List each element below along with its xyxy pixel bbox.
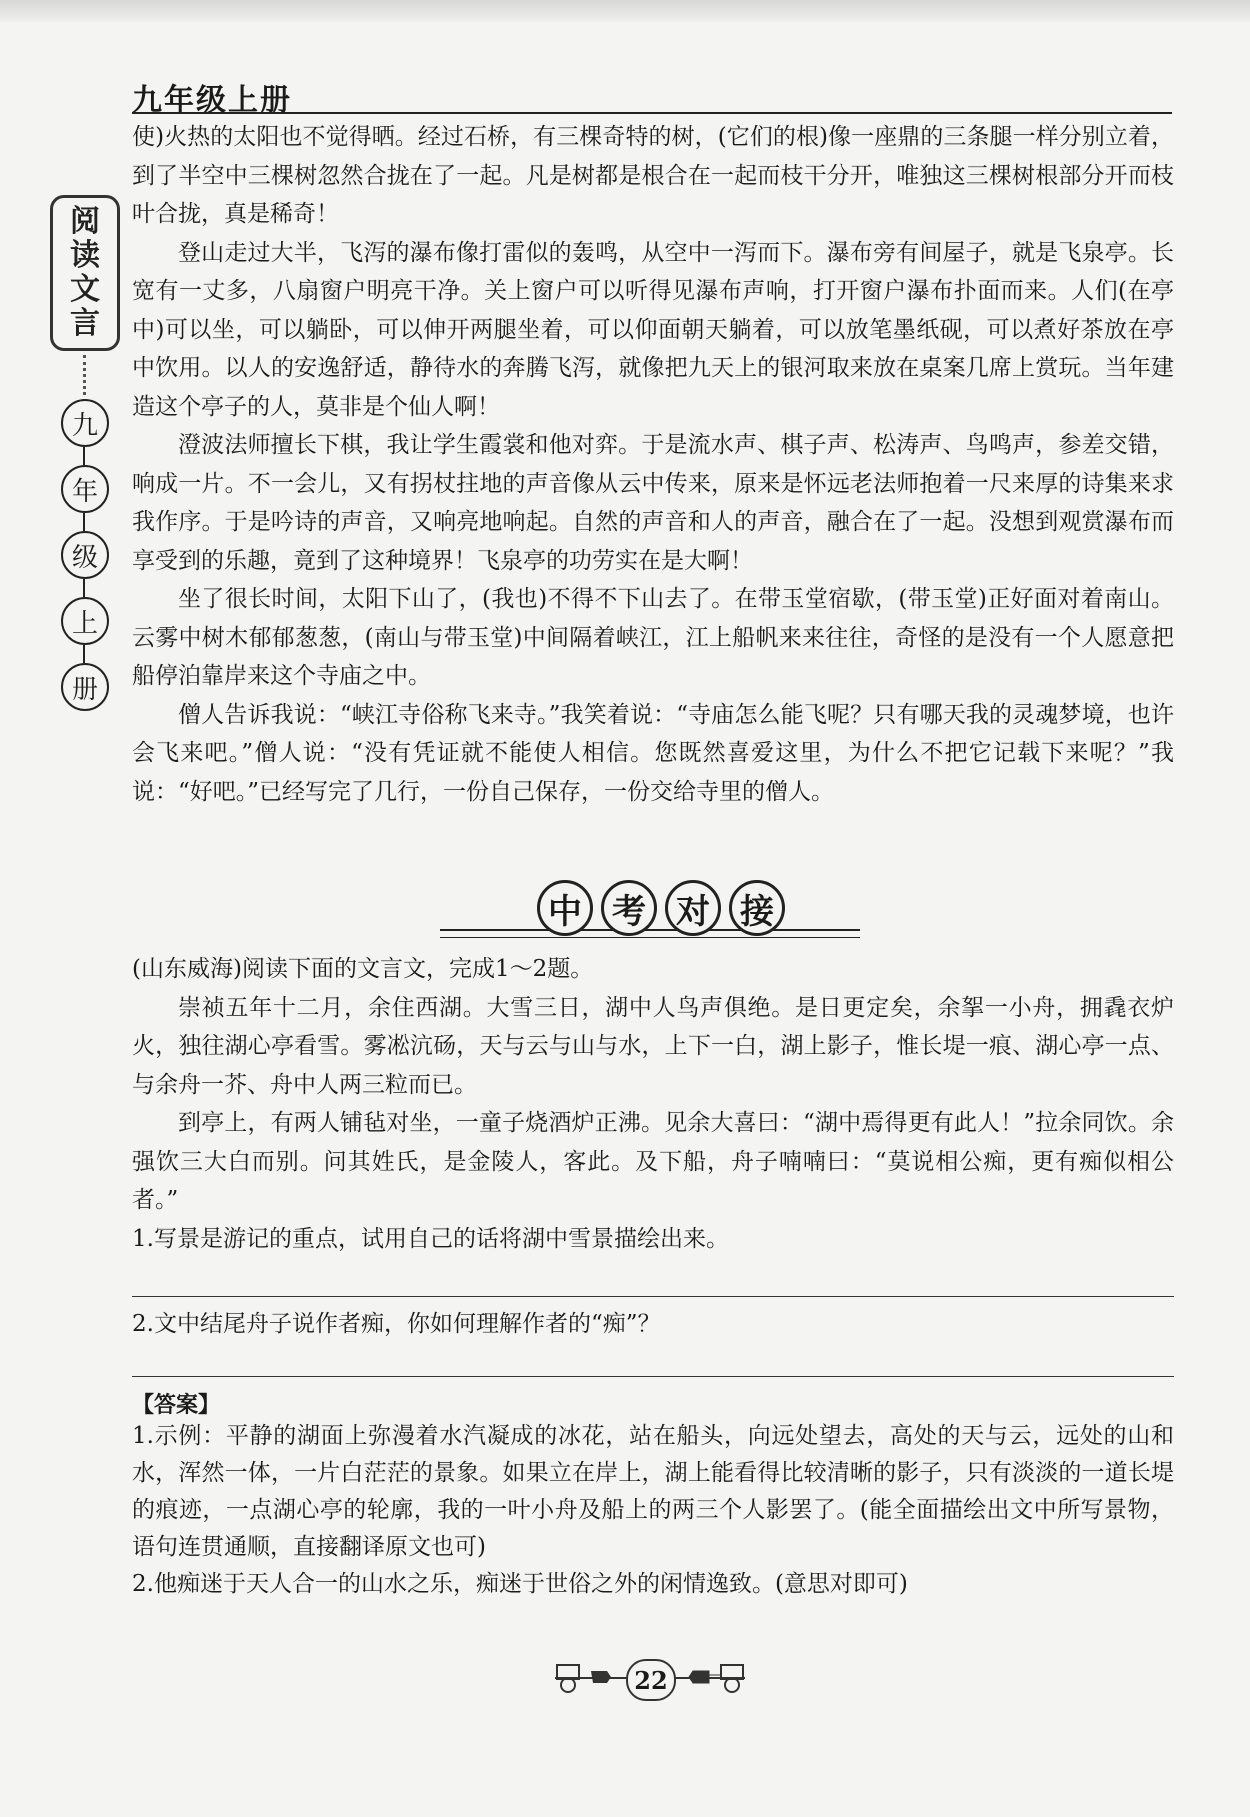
grade-char: 册 bbox=[61, 663, 109, 711]
answer-item: 1.示例：平静的湖面上弥漫着水汽凝成的冰花，站在船头，向远处望去，高处的天与云，远处的山和水，浑然一体，一片白茫茫的景象。如果立在岸上，湖上能看得比较清晰的影子，只有淡淡的一道长堤的痕迹，一点湖心亭的轮廓，我的一叶小舟及船上的两三个人影罢了。(能全面描绘出文中所写景物，语句连贯通顺，直接翻译原文也可) bbox=[132, 1423, 1174, 1560]
sidebar bbox=[50, 195, 122, 711]
banner-char: 考 bbox=[601, 880, 657, 936]
answer-title: 【答案】 bbox=[132, 1393, 221, 1418]
page-top-band bbox=[0, 0, 1250, 22]
seal-char: 阅 bbox=[70, 204, 100, 239]
header-rule bbox=[132, 112, 1172, 114]
question-1: 1.写景是游记的重点，试用自己的话将湖中雪景描绘出来。 bbox=[132, 1225, 729, 1252]
question-2-block bbox=[132, 1305, 1174, 1344]
section-banner bbox=[440, 880, 860, 960]
banner-char: 接 bbox=[729, 880, 785, 936]
question-2: 2.文中结尾舟子说作者痴，你如何理解作者的“痴”？ bbox=[132, 1311, 661, 1337]
grade-char: 上 bbox=[61, 597, 109, 645]
horse-cart-icon bbox=[687, 1661, 745, 1693]
banner-rule bbox=[440, 937, 860, 938]
answer-item: 2.他痴迷于天人合一的山水之乐，痴迷于世俗之外的闲情逸致。(意思对即可) bbox=[132, 1571, 908, 1597]
grade-char: 年 bbox=[61, 465, 109, 513]
paragraph: 登山走过大半，飞泻的瀑布像打雷似的轰鸣，从空中一泻而下。瀑布旁有间屋子，就是飞泉亭。长宽有一丈多，八扇窗户明亮干净。关上窗户可以听得见瀑布声响，打开窗户瀑布扑面而来。人们(在亭中)可以坐，可以躺卧，可以伸开两腿坐着，可以仰面朝天躺着，可以放笔墨纸砚，可以煮好茶放在亭中饮用。以人的安逸舒适，静待水的奔腾飞泻，就像把九天上的银河取来放在桌案几席上赏玩。当年建造这个亭子的人，莫非是个仙人啊！ bbox=[132, 239, 1174, 420]
grade-link bbox=[83, 579, 85, 597]
seal-char: 文 bbox=[70, 272, 100, 307]
section-intro: (山东威海)阅读下面的文言文，完成1～2题。 bbox=[132, 956, 594, 982]
paragraph: 澄波法师擅长下棋，我让学生霞裳和他对弈。于是流水声、棋子声、松涛声、鸟鸣声，参差交错，响成一片。不一会儿，又有拐杖拄地的声音像从云中传来，原来是怀远老法师抱着一尺来厚的诗集来求我作序。于是吟诗的声音，又响亮地响起。自然的声音和人的声音，融合在了一起。没想到观赏瀑布而享受到的乐趣，竟到了这种境界！飞泉亭的功劳实在是大啊！ bbox=[132, 432, 1174, 574]
grade-char: 九 bbox=[61, 399, 109, 447]
grade-link bbox=[83, 513, 85, 531]
banner-char: 对 bbox=[665, 880, 721, 936]
answer-block bbox=[132, 1418, 1174, 1603]
page-footer bbox=[555, 1655, 745, 1705]
exam-section bbox=[132, 950, 1174, 1258]
seal-logo bbox=[50, 195, 120, 351]
classical-paragraph: 到亭上，有两人铺毡对坐，一童子烧酒炉正沸。见余大喜曰：“湖中焉得更有此人！”拉余同饮。余强饮三大白而别。问其姓氏，是金陵人，客此。及下船，舟子喃喃曰：“莫说相公痴，更有痴似相公者。” bbox=[132, 1110, 1174, 1213]
classical-paragraph: 崇祯五年十二月，余住西湖。大雪三日，湖中人鸟声俱绝。是日更定矣，余挐一小舟，拥毳衣炉火，独往湖心亭看雪。雾凇沆砀，天与云与山与水，上下一白，湖上影子，惟长堤一痕、湖心亭一点、与余舟一芥、舟中人两三粒而已。 bbox=[132, 994, 1174, 1098]
answer-line-1 bbox=[132, 1296, 1174, 1297]
paragraph: 僧人告诉我说：“峡江寺俗称飞来寺。”我笑着说：“寺庙怎么能飞呢？只有哪天我的灵魂梦境，也许会飞来吧。”僧人说：“没有凭证就不能使人相信。您既然喜爱这里，为什么不把它记载下来呢？”我说：“好吧。”已经写完了几行，一份自己保存，一份交给寺里的僧人。 bbox=[132, 701, 1174, 805]
seal-char: 言 bbox=[70, 306, 100, 341]
paragraph: 坐了很长时间，太阳下山了，(我也)不得不下山去了。在带玉堂宿歇，(带玉堂)正好面对着南山。云雾中树木郁郁葱葱，(南山与带玉堂)中间隔着峡江，江上船帆来来往往，奇怪的是没有一个人愿意把船停泊靠岸来这个寺庙之中。 bbox=[132, 586, 1174, 689]
paragraph: 使)火热的太阳也不觉得晒。经过石桥，有三棵奇特的树，(它们的根)像一座鼎的三条腿一样分别立着，到了半空中三棵树忽然合拢在了一起。凡是树都是根合在一起而枝干分开，唯独这三棵树根部分开而枝叶合拢，真是稀奇！ bbox=[132, 124, 1174, 227]
translation-passage bbox=[132, 118, 1174, 811]
page-number: 22 bbox=[626, 1659, 676, 1701]
sidebar-dots bbox=[83, 355, 86, 395]
banner-char: 中 bbox=[537, 880, 593, 936]
answer-line-2 bbox=[132, 1376, 1174, 1377]
grade-link bbox=[83, 645, 85, 663]
horse-cart-icon bbox=[555, 1661, 613, 1693]
seal-char: 读 bbox=[70, 238, 100, 273]
book-title: 九年级上册 bbox=[132, 83, 292, 118]
grade-char: 级 bbox=[61, 531, 109, 579]
grade-link bbox=[83, 447, 85, 465]
